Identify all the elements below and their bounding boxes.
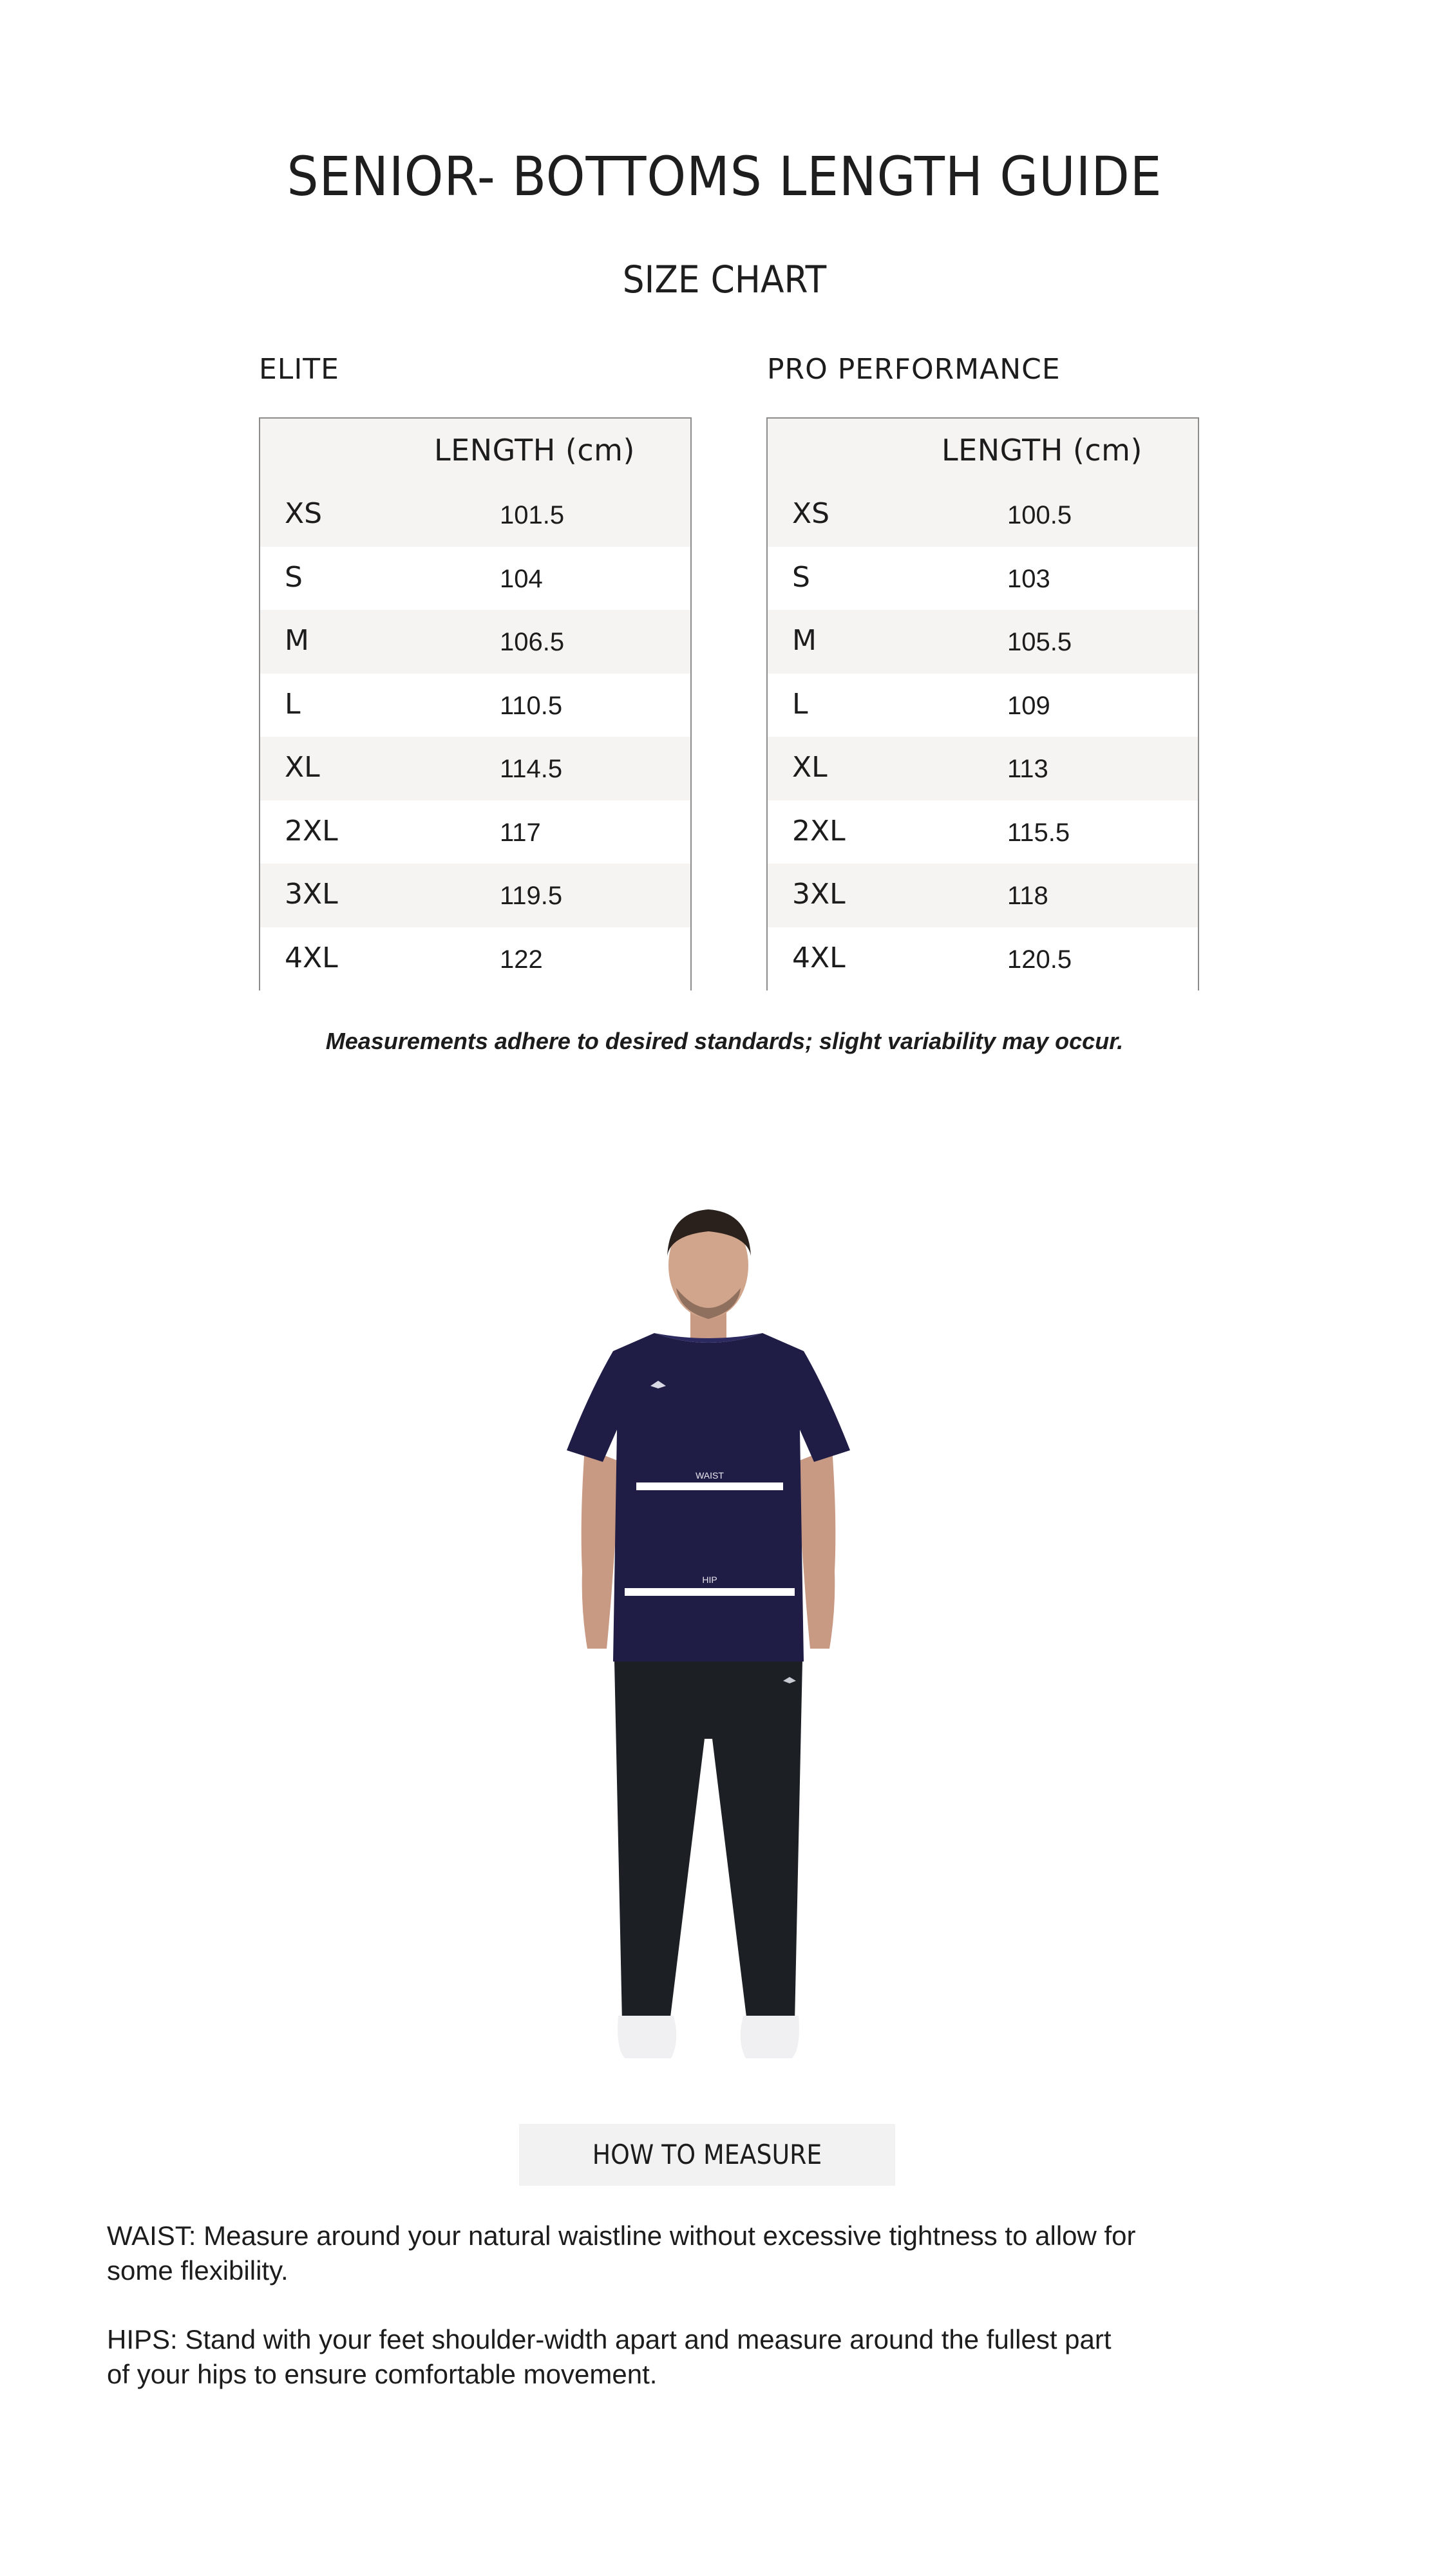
length-cell: 105.5 [1007, 628, 1072, 656]
table-body [260, 483, 690, 990]
length-cell: 101.5 [500, 501, 565, 529]
table-row [260, 737, 690, 800]
table-row [768, 864, 1198, 927]
table-row [768, 800, 1198, 864]
waist-label: WAIST [696, 1470, 724, 1481]
length-cell: 114.5 [500, 755, 563, 783]
size-cell: M [792, 624, 817, 657]
size-cell: XL [285, 751, 320, 784]
table-header [768, 419, 1198, 483]
length-column-header: LENGTH (cm) [434, 433, 635, 468]
length-cell: 100.5 [1007, 501, 1072, 529]
elite-label: ELITE [259, 353, 339, 386]
length-cell: 117 [500, 818, 541, 847]
page-subtitle: SIZE CHART [622, 258, 827, 301]
page-title: SENIOR- BOTTOMS LENGTH GUIDE [287, 145, 1162, 208]
pro-performance-size-table [766, 417, 1199, 990]
table-row [260, 547, 690, 611]
length-cell: 119.5 [500, 882, 563, 910]
size-cell: 3XL [285, 878, 338, 911]
size-cell: XS [285, 497, 323, 530]
how-to-measure-header [519, 2124, 895, 2186]
length-cell: 118 [1007, 882, 1048, 910]
hips-instruction: HIPS: Stand with your feet shoulder-width apart and measure around the fullest part of your hips to ensure comfortable movement. [107, 2324, 1112, 2389]
size-cell: 4XL [285, 941, 338, 974]
pro-performance-label: PRO PERFORMANCE [767, 353, 1061, 386]
length-cell: 109 [1007, 691, 1050, 720]
length-cell: 106.5 [500, 628, 565, 656]
size-cell: 2XL [285, 814, 338, 848]
table-row [768, 547, 1198, 611]
table-header [260, 419, 690, 483]
length-cell: 103 [1007, 564, 1050, 593]
length-cell: 115.5 [1007, 818, 1070, 847]
length-cell: 113 [1007, 755, 1048, 783]
size-cell: 3XL [792, 878, 846, 911]
table-row [260, 674, 690, 737]
size-cell: XS [792, 497, 830, 530]
table-row [260, 800, 690, 864]
hip-label: HIP [702, 1575, 717, 1585]
hip-measure-bar [625, 1588, 795, 1596]
left-shoe [618, 2016, 676, 2058]
table-row [260, 927, 690, 991]
length-cell: 120.5 [1007, 945, 1072, 974]
size-cell: 4XL [792, 941, 846, 974]
measurement-disclaimer: Measurements adhere to desired standards; slight variability may occur. [325, 1028, 1124, 1054]
size-cell: M [285, 624, 309, 657]
length-column-header: LENGTH (cm) [942, 433, 1142, 468]
size-cell: S [285, 560, 303, 594]
size-cell: XL [792, 751, 828, 784]
table-row [768, 610, 1198, 674]
table-row [768, 737, 1198, 800]
how-to-measure-label: HOW TO MEASURE [592, 2139, 822, 2170]
table-row [260, 483, 690, 547]
size-cell: 2XL [792, 814, 846, 848]
length-cell: 110.5 [500, 691, 563, 720]
table-row [260, 864, 690, 927]
elite-size-table [259, 417, 692, 990]
size-cell: S [792, 560, 810, 594]
table-row [768, 674, 1198, 737]
size-cell: L [285, 687, 301, 721]
model-figure [554, 1159, 863, 2087]
table-row [768, 483, 1198, 547]
waist-instruction: WAIST: Measure around your natural waistline without excessive tightness to allow for some flexibility. [107, 2221, 1136, 2286]
length-cell: 122 [500, 945, 543, 974]
table-row [260, 610, 690, 674]
length-cell: 104 [500, 564, 543, 593]
trousers [614, 1662, 802, 2022]
table-body [768, 483, 1198, 990]
table-row [768, 927, 1198, 991]
waist-measure-bar [636, 1482, 783, 1490]
right-shoe [741, 2016, 799, 2058]
size-cell: L [792, 687, 808, 721]
